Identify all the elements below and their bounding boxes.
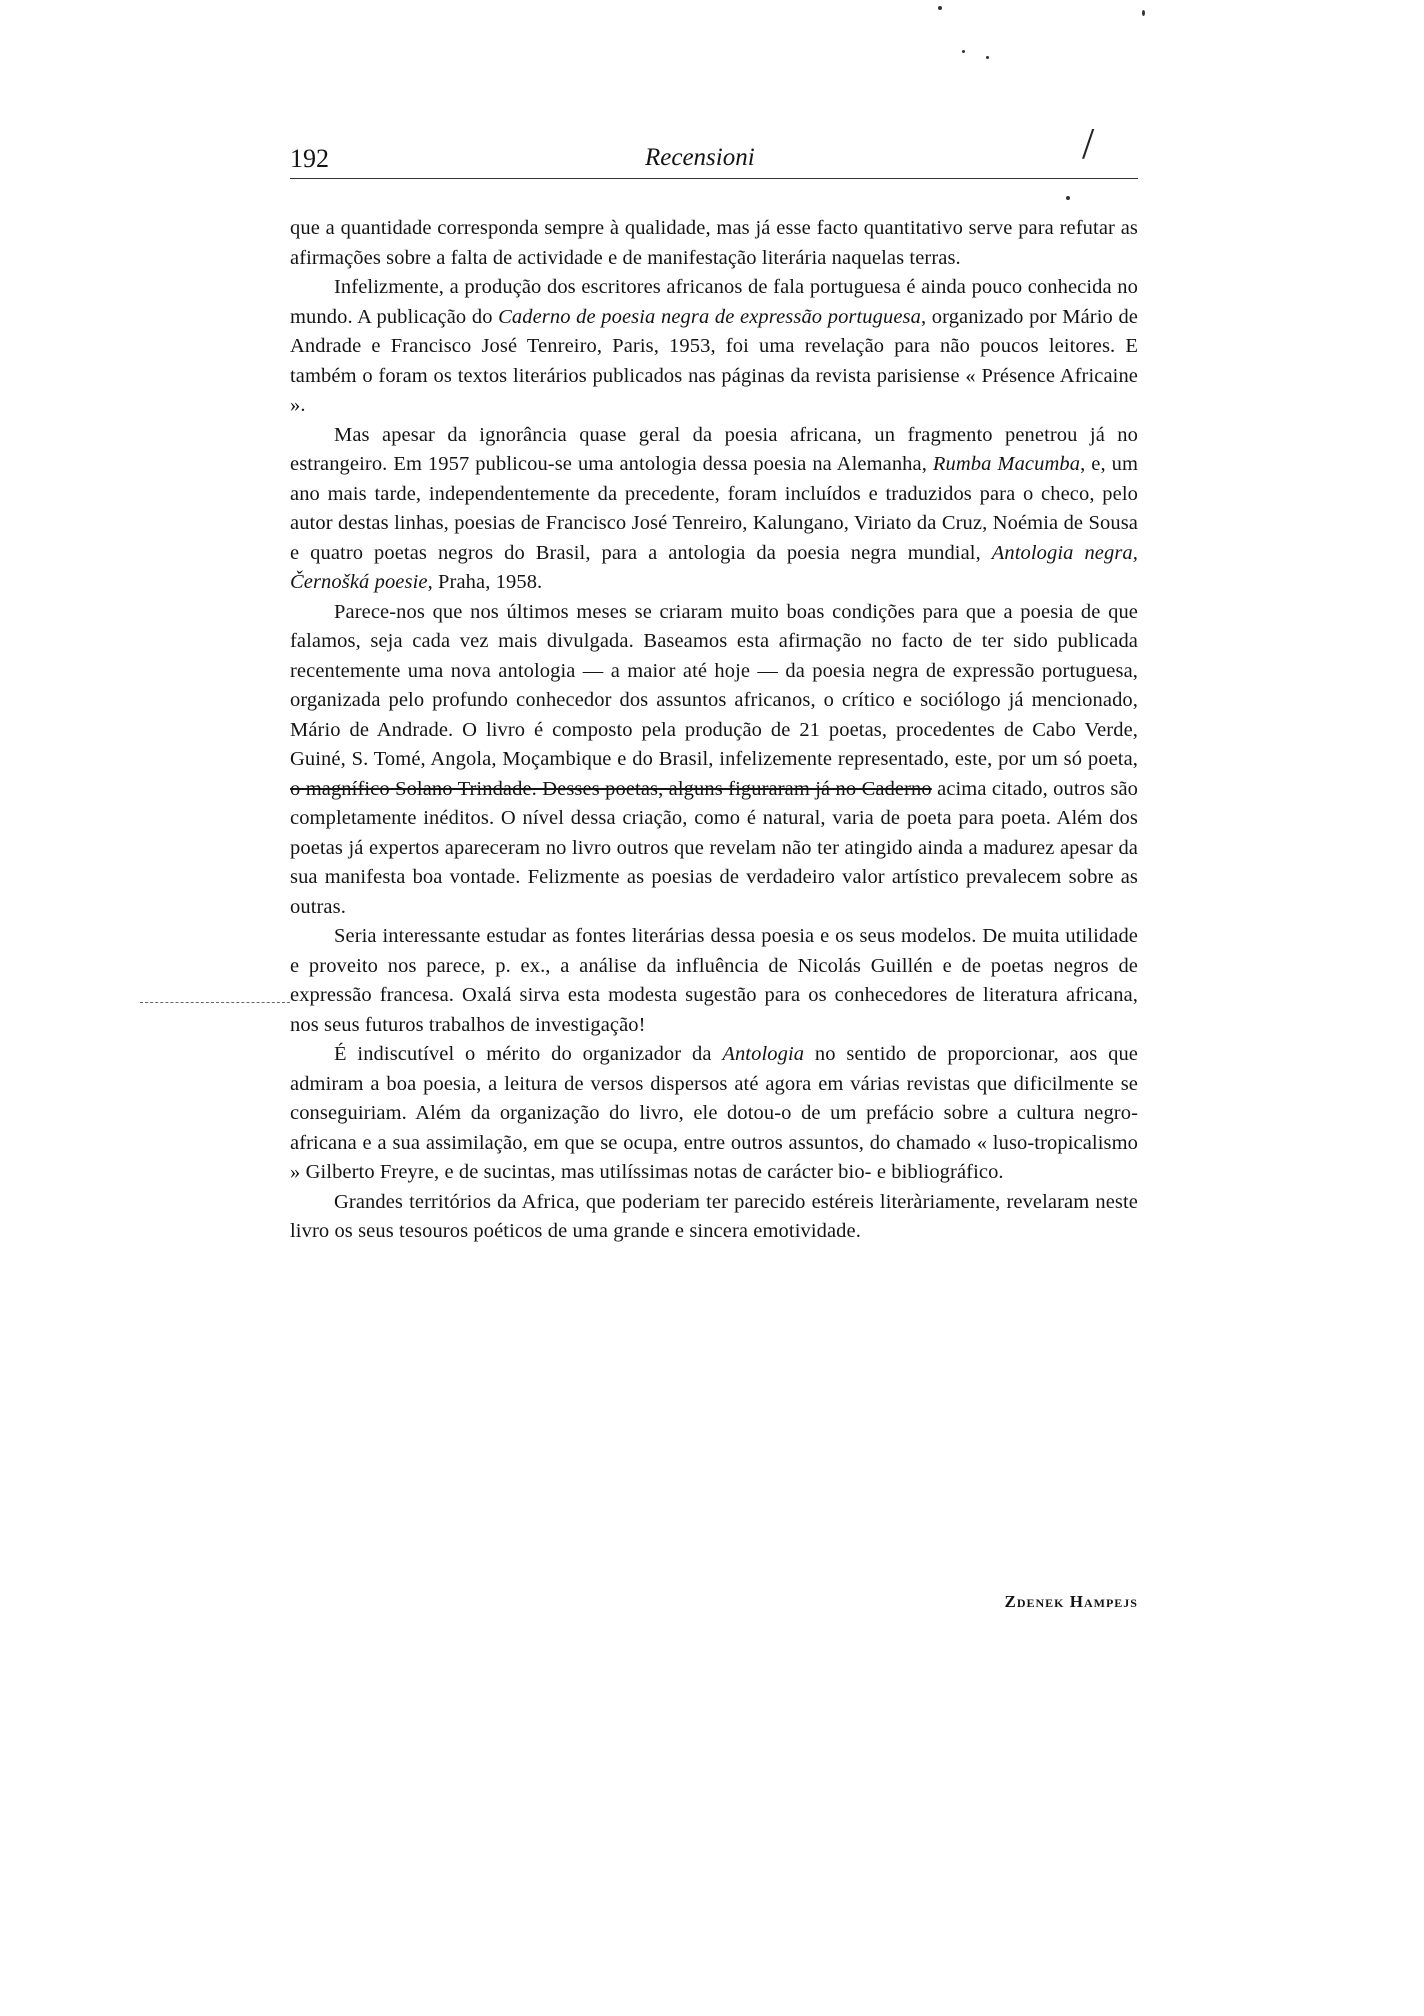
paragraph-text: Seria interessante estudar as fontes literárias dessa poesia e os seus modelos. De muita utilidade e proveito nos parece, p. ex., a análise da influência de Nicolás Guillén e de poetas negros de expressão francesa. Oxalá sirva esta modesta sugestão para os conhecedores de literatura africana, nos seus futuros trabalhos de investigação! xyxy=(290,925,1138,1036)
paragraph-text: , Praha, 1958. xyxy=(427,571,543,593)
paragraph-text: Mas apesar da ignorância quase geral da poesia africana, un fragmento penetrou já no estrangeiro. Em 1957 publicou-se uma antologia dessa poesia na Alemanha, xyxy=(290,423,1138,475)
paragraph-text: no sentido de proporcionar, aos que admiram a boa poesia, a leitura de versos dispersos até agora em várias revistas que dificilmente se conseguiriam. Além da organização do livro, ele dotou-o de um prefácio sobre a cultura negro-africana e a sua assimilação, em que se ocupa, entre outros assuntos, do chamado « luso-tropicalismo » Gilberto Freyre, e de sucintas, mas utilíssimas notas de carácter bio- e bibliográfico. xyxy=(290,1043,1138,1183)
header-rule xyxy=(290,178,1138,179)
paragraph-text: que a quantidade corresponda sempre à qualidade, mas já esse facto quantitativo serve para refutar as afirmações sobre a falta de actividade e de manifestação literária naquelas terras. xyxy=(290,217,1138,269)
paragraph-3 xyxy=(290,421,1138,598)
paragraph-2 xyxy=(290,273,1138,421)
paragraph-7 xyxy=(290,1188,1138,1247)
speck-mark xyxy=(986,56,989,59)
paragraph-text: , organizado por Mário de Andrade e Francisco José Tenreiro, Paris, 1953, foi uma revelação para não poucos leitores. E também o foram os textos literários publicados nas páginas da revista parisiense « Présence Africaine ». xyxy=(290,305,1139,416)
book-title: Rumba Macumba xyxy=(932,453,1081,475)
paragraph-text: Infelizmente, a produção dos escritores africanos de fala portuguesa é ainda pouco conhecida no mundo. A publicação do xyxy=(290,276,1138,328)
paragraph-5 xyxy=(290,922,1138,1040)
handwritten-mark: / xyxy=(1082,119,1095,168)
paragraph-text: Parece-nos que nos últimos meses se criaram muito boas condições para que a poesia de que falamos, seja cada vez mais divulgada. Baseamos esta afirmação no facto de ter sido publicada recentemente uma nova antologia — a maior até hoje — da poesia negra de expressão portuguesa, organizada pelo profundo conhecedor dos assuntos africanos, o crítico e sociólogo já mencionado, Mário de Andrade. O livro é composto pela produção de 21 poetas, procedentes de Cabo Verde, Guiné, S. Tomé, Angola, Moçambique e do Brasil, infelizemente representado, este, por um só poeta, xyxy=(290,600,1138,770)
speck-mark xyxy=(962,50,965,53)
page-header xyxy=(290,144,1138,180)
book-title: Antologia xyxy=(722,1043,805,1065)
margin-dash-mark xyxy=(140,1002,290,1003)
paragraph-1 xyxy=(290,214,1138,273)
paragraph-text: , e, um ano mais tarde, independentemente da precedente, foram incluídos e traduzidos para o checo, pelo autor destas linhas, poesias de Francisco José Tenreiro, Kalungano, Viriato da Cruz, Noémia de Sousa e quatro poetas negros do Brasil, para a antologia da poesia negra mundial, xyxy=(290,453,1139,564)
paragraph-text: acima citado, outros são completamente inéditos. O nível dessa criação, como é natural, varia de poeta para poeta. Além dos poetas já expertos apareceram no livro outros que revelam não ter atingido ainda a madurez apesar da sua manifesta boa vontade. Felizmente as poesias de verdadeiro valor artístico prevalecem sobre as outras. xyxy=(290,777,1138,918)
author-signature: Zdenek Hampejs xyxy=(1004,1592,1138,1611)
speck-mark xyxy=(938,6,942,10)
page-number: 192 xyxy=(290,144,329,173)
book-title: Caderno de poesia negra de expressão portuguesa xyxy=(498,305,921,328)
speck-mark xyxy=(1142,10,1145,16)
review-body xyxy=(290,214,1138,1247)
running-head: Recensioni xyxy=(645,144,755,171)
speck-mark xyxy=(1066,196,1070,200)
paragraph-4 xyxy=(290,598,1138,923)
book-title: Antologia negra, Černošká poesie xyxy=(290,541,1138,593)
struck-through-text: o magnífico Solano Trindade. Desses poetas, alguns figuraram já no Caderno xyxy=(290,777,932,800)
paragraph-text: É indiscutível o mérito do organizador da xyxy=(334,1043,723,1065)
paragraph-6 xyxy=(290,1040,1138,1188)
paragraph-text: Grandes territórios da Africa, que poderiam ter parecido estéreis literàriamente, revelaram neste livro os seus tesouros poéticos de uma grande e sincera emotividade. xyxy=(290,1190,1138,1242)
